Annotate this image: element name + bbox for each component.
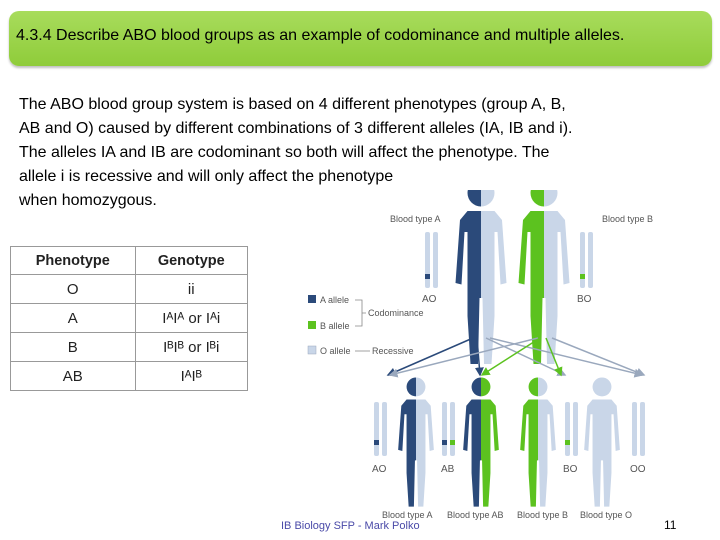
- table-row: [11, 362, 248, 391]
- child-genotype-oo: OO: [630, 464, 646, 475]
- child-label-a: Blood type A: [382, 510, 433, 520]
- genotype-cell: IᴮIᴮ or Iᴮi: [135, 333, 248, 362]
- phenotype-header: Phenotype: [11, 247, 136, 275]
- table-row: [11, 275, 248, 304]
- footer-credit: IB Biology SFP - Mark Polko: [281, 520, 420, 532]
- parent-genotype-b: BO: [577, 294, 592, 305]
- child-genotype-ao: AO: [372, 464, 387, 475]
- o-allele-swatch: [308, 346, 316, 354]
- child-label-b: Blood type B: [517, 510, 569, 520]
- genotype-cell: IᴬIᴮ: [135, 362, 248, 391]
- genotype-cell: ii: [135, 275, 248, 304]
- child-label-ab: Blood type AB: [447, 510, 504, 520]
- page-number: 11: [664, 518, 677, 532]
- phenotype-genotype-table: [10, 246, 248, 391]
- codominance-note: Codominance: [368, 308, 424, 318]
- paragraph-line: The ABO blood group system is based on 4 different phenotypes (group A, B,: [19, 96, 566, 113]
- legend: [308, 295, 424, 356]
- phenotype-cell: AB: [11, 362, 136, 391]
- genotype-header: Genotype: [135, 247, 248, 275]
- child-figure-ab: [463, 377, 499, 506]
- chromosome-pair-b: [580, 232, 593, 288]
- child-figure-ao: [398, 377, 434, 506]
- parent-b-figure: [519, 190, 570, 364]
- table-row: [11, 333, 248, 362]
- child-figure-bo: [520, 377, 556, 506]
- child-figure-oo: [584, 377, 620, 506]
- parent-genotype-a: AO: [422, 294, 437, 305]
- a-allele-swatch: [308, 295, 316, 303]
- parent-label-b: Blood type B: [602, 214, 654, 224]
- table-header-row: [11, 247, 248, 275]
- inheritance-arrows: [388, 338, 644, 375]
- slide-title: 4.3.4 Describe ABO blood groups as an example of codominance and multiple alleles.: [16, 27, 625, 44]
- o-allele-label: O allele: [320, 346, 351, 356]
- table-row: [11, 304, 248, 333]
- phenotype-cell: O: [11, 275, 136, 304]
- parent-label-a: Blood type A: [390, 214, 441, 224]
- recessive-note: Recessive: [372, 346, 414, 356]
- chromosome-pair-a: [425, 232, 438, 288]
- paragraph-line: AB and O) caused by different combinations of 3 different alleles (IA, IB and i).: [19, 120, 573, 137]
- genotype-cell: IᴬIᴬ or Iᴬi: [135, 304, 248, 333]
- paragraph-line: when homozygous.: [19, 192, 157, 209]
- parent-a-figure: [456, 190, 507, 364]
- paragraph-line: The alleles IA and IB are codominant so both will affect the phenotype. The: [19, 144, 550, 161]
- child-genotype-bo: BO: [563, 464, 578, 475]
- phenotype-cell: B: [11, 333, 136, 362]
- phenotype-cell: A: [11, 304, 136, 333]
- a-allele-label: A allele: [320, 295, 350, 305]
- paragraph-line: allele i is recessive and will only affect the phenotype: [19, 168, 394, 185]
- b-allele-label: B allele: [320, 321, 350, 331]
- inheritance-diagram: [290, 190, 690, 530]
- child-label-o: Blood type O: [580, 510, 633, 520]
- b-allele-swatch: [308, 321, 316, 329]
- child-genotype-ab: AB: [441, 464, 455, 475]
